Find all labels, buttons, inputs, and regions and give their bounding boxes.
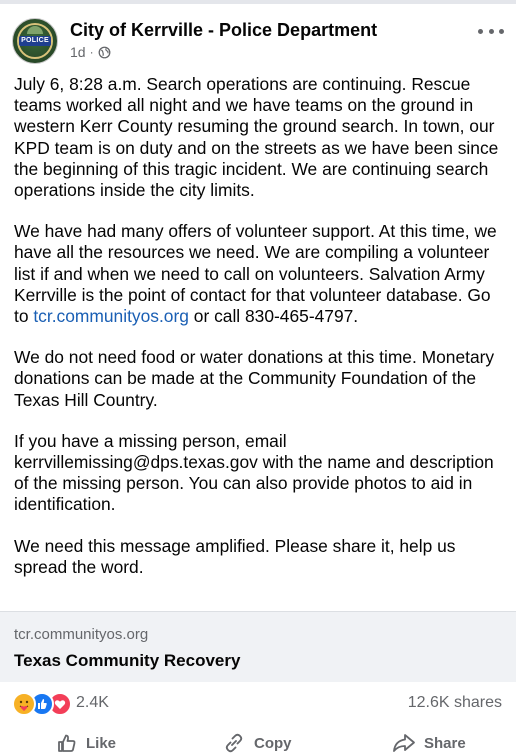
- post-header: [0, 4, 516, 66]
- like-button[interactable]: [56, 732, 116, 754]
- copy-button[interactable]: [222, 732, 292, 754]
- meta-separator: ·: [89, 45, 94, 59]
- copy-label: Copy: [254, 734, 292, 752]
- volunteer-link[interactable]: tcr.communityos.org: [33, 306, 189, 327]
- post-time[interactable]: 1d: [70, 44, 86, 60]
- globe-icon: [98, 46, 111, 59]
- link-preview-card[interactable]: [0, 611, 516, 682]
- link-preview-title: Texas Community Recovery: [14, 651, 241, 670]
- badge-label: POLICE: [19, 36, 51, 46]
- post-paragraph: July 6, 8:28 a.m. Search operations are continuing. Rescue teams worked all night and we have teams on the ground in western Kerr County resuming the ground search. In town, our KPD team is on duty and on the streets as we have been since the beginning of this tragic incident. We are continuing search operations inside the city limits.: [14, 74, 499, 201]
- post-paragraph: We do not need food or water donations at this time. Monetary donations can be made at the Community Foundation of the Texas Hill Country.: [14, 347, 495, 410]
- share-arrow-icon: [392, 732, 416, 754]
- post-paragraph: We need this message amplified. Please share it, help us spread the word.: [14, 535, 456, 577]
- reactions-bar: [0, 684, 516, 724]
- volunteer-text: We have had many offers of volunteer support. At this time, we have all the resources we need. We are compiling a volunteer list if and when we need to call on volunteers. Salvation Army Kerrville is the point of contact for that volunteer database. Go to: [14, 221, 497, 327]
- page-name[interactable]: City of Kerrville - Police Department: [70, 20, 378, 40]
- share-button[interactable]: [392, 732, 466, 754]
- more-dot-icon: [489, 29, 494, 34]
- link-icon: [222, 732, 246, 754]
- link-preview-domain: tcr.communityos.org: [14, 626, 149, 643]
- reaction-count[interactable]: 2.4K: [76, 694, 109, 711]
- thumbs-up-icon: [56, 732, 78, 754]
- post-meta: [70, 44, 111, 60]
- more-dot-icon: [478, 29, 483, 34]
- care-icon: [12, 692, 36, 716]
- like-label: Like: [86, 734, 117, 752]
- post-paragraph-volunteer: [14, 221, 506, 327]
- volunteer-phone-text: or call 830-465-4797.: [188, 306, 359, 327]
- post-body: [14, 74, 506, 578]
- post-paragraph: If you have a missing person, email kerrvillemissing@dps.texas.gov with the name and description of the missing person. You can also provide photos to aid in identification.: [14, 430, 494, 515]
- more-dot-icon: [499, 29, 504, 34]
- reaction-icons[interactable]: [12, 692, 66, 714]
- share-label: Share: [424, 734, 466, 752]
- page-avatar[interactable]: [12, 18, 58, 64]
- more-options-button[interactable]: [478, 24, 504, 38]
- shares-count[interactable]: 12.6K shares: [407, 694, 502, 711]
- action-bar: [0, 726, 516, 756]
